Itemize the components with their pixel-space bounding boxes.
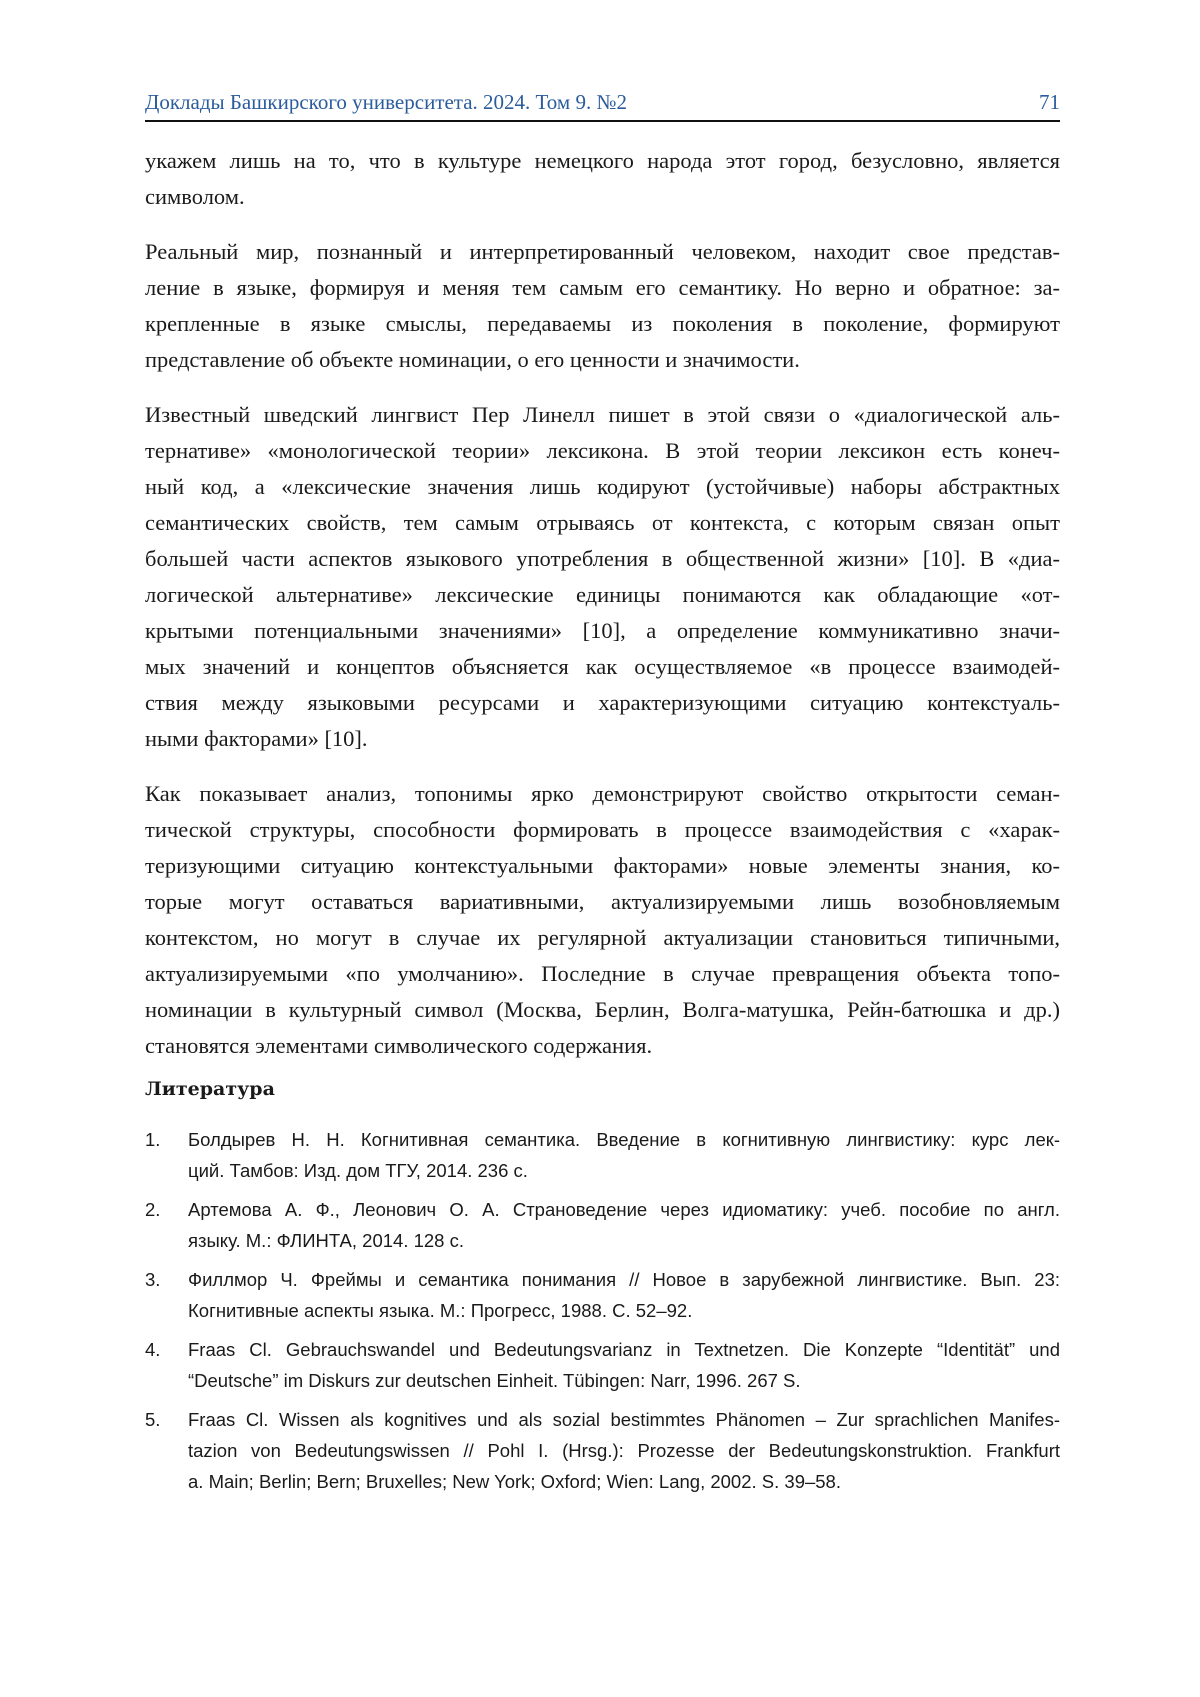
references-list [145, 1124, 1060, 1505]
text-line: ствия между языковыми ресурсами и характеризующими ситуацию контекстуаль- [145, 685, 1060, 721]
text-line: крытыми потенциальными значениями» [10], а определение коммуникативно значи- [145, 613, 1060, 649]
reference-text [188, 1264, 1060, 1326]
reference-item [145, 1194, 1060, 1256]
paragraph [145, 143, 1060, 215]
text-line: Филлмор Ч. Фреймы и семантика понимания // Новое в зарубежной лингвистике. Вып. 23: [188, 1264, 1060, 1295]
running-header [145, 88, 1060, 122]
text-line: ный код, а «лексические значения лишь кодируют (устойчивые) наборы абстрактных [145, 469, 1060, 505]
text-line: мых значений и концептов объясняется как осуществляемое «в процессе взаимодей- [145, 649, 1060, 685]
text-line: укажем лишь на то, что в культуре немецкого народа этот город, безусловно, является [145, 143, 1060, 179]
text-line: ций. Тамбов: Изд. дом ТГУ, 2014. 236 с. [188, 1155, 1060, 1186]
text-line: торые могут оставаться вариативными, актуализируемыми лишь возобновляемым [145, 884, 1060, 920]
paragraph [145, 397, 1060, 757]
text-line: Когнитивные аспекты языка. М.: Прогресс, 1988. С. 52–92. [188, 1295, 1060, 1326]
reference-number: 5. [145, 1404, 160, 1435]
reference-text [188, 1124, 1060, 1186]
text-line: “Deutsche” im Diskurs zur deutschen Einheit. Tübingen: Narr, 1996. 267 S. [188, 1365, 1060, 1396]
text-line: тической структуры, способности формировать в процессе взаимодействия с «харак- [145, 812, 1060, 848]
reference-text [188, 1194, 1060, 1256]
text-line: большей части аспектов языкового употребления в общественной жизни» [10]. В «диа- [145, 541, 1060, 577]
text-line: контекстом, но могут в случае их регулярной актуализации становиться типичными, [145, 920, 1060, 956]
text-line: тернативе» «монологической теории» лексикона. В этой теории лексикон есть конеч- [145, 433, 1060, 469]
text-line: актуализируемыми «по умолчанию». Последние в случае превращения объекта топо- [145, 956, 1060, 992]
text-line: ление в языке, формируя и меняя тем самым его семантику. Но верно и обратное: за- [145, 270, 1060, 306]
text-line: крепленные в языке смыслы, передаваемы из поколения в поколение, формируют [145, 306, 1060, 342]
text-line: Известный шведский лингвист Пер Линелл пишет в этой связи о «диалогической аль- [145, 397, 1060, 433]
article-body [145, 143, 1060, 1083]
journal-title: Доклады Башкирского университета. 2024. Том 9. №2 [145, 90, 627, 115]
text-line: символом. [145, 179, 1060, 215]
text-line: становятся элементами символического содержания. [145, 1028, 1060, 1064]
text-line: языку. М.: ФЛИНТА, 2014. 128 с. [188, 1225, 1060, 1256]
text-line: a. Main; Berlin; Bern; Bruxelles; New York; Oxford; Wien: Lang, 2002. S. 39–58. [188, 1466, 1060, 1497]
page-number: 71 [1039, 90, 1060, 115]
text-line: семантических свойств, тем самым отрываясь от контекста, с которым связан опыт [145, 505, 1060, 541]
reference-item [145, 1264, 1060, 1326]
text-line: номинации в культурный символ (Москва, Берлин, Волга-матушка, Рейн-батюшка и др.) [145, 992, 1060, 1028]
text-line: Реальный мир, познанный и интерпретированный человеком, находит свое представ- [145, 234, 1060, 270]
text-line: Fraas Cl. Gebrauchswandel und Bedeutungsvarianz in Textnetzen. Die Konzepte “Identität” und [188, 1334, 1060, 1365]
reference-text [188, 1334, 1060, 1396]
reference-item [145, 1124, 1060, 1186]
text-line: Артемова А. Ф., Леонович О. А. Страноведение через идиоматику: учеб. пособие по англ. [188, 1194, 1060, 1225]
reference-number: 2. [145, 1194, 160, 1225]
text-line: представление об объекте номинации, о его ценности и значимости. [145, 342, 1060, 378]
text-line: Как показывает анализ, топонимы ярко демонстрируют свойство открытости семан- [145, 776, 1060, 812]
text-line: ными факторами» [10]. [145, 721, 1060, 757]
reference-number: 1. [145, 1124, 160, 1155]
text-line: Fraas Cl. Wissen als kognitives und als sozial bestimmtes Phänomen – Zur sprachlichen Manifes- [188, 1404, 1060, 1435]
text-line: логической альтернативе» лексические единицы понимаются как обладающие «от- [145, 577, 1060, 613]
paragraph [145, 776, 1060, 1064]
text-line: tazion von Bedeutungswissen // Pohl I. (Hrsg.): Prozesse der Bedeutungskonstruktion. Frankfurt [188, 1435, 1060, 1466]
references-heading: Литература [145, 1078, 275, 1100]
reference-item [145, 1334, 1060, 1396]
text-line: Болдырев Н. Н. Когнитивная семантика. Введение в когнитивную лингвистику: курс лек- [188, 1124, 1060, 1155]
text-line: теризующими ситуацию контекстуальными факторами» новые элементы знания, ко- [145, 848, 1060, 884]
reference-text [188, 1404, 1060, 1497]
reference-number: 4. [145, 1334, 160, 1365]
reference-item [145, 1404, 1060, 1497]
paragraph [145, 234, 1060, 378]
reference-number: 3. [145, 1264, 160, 1295]
